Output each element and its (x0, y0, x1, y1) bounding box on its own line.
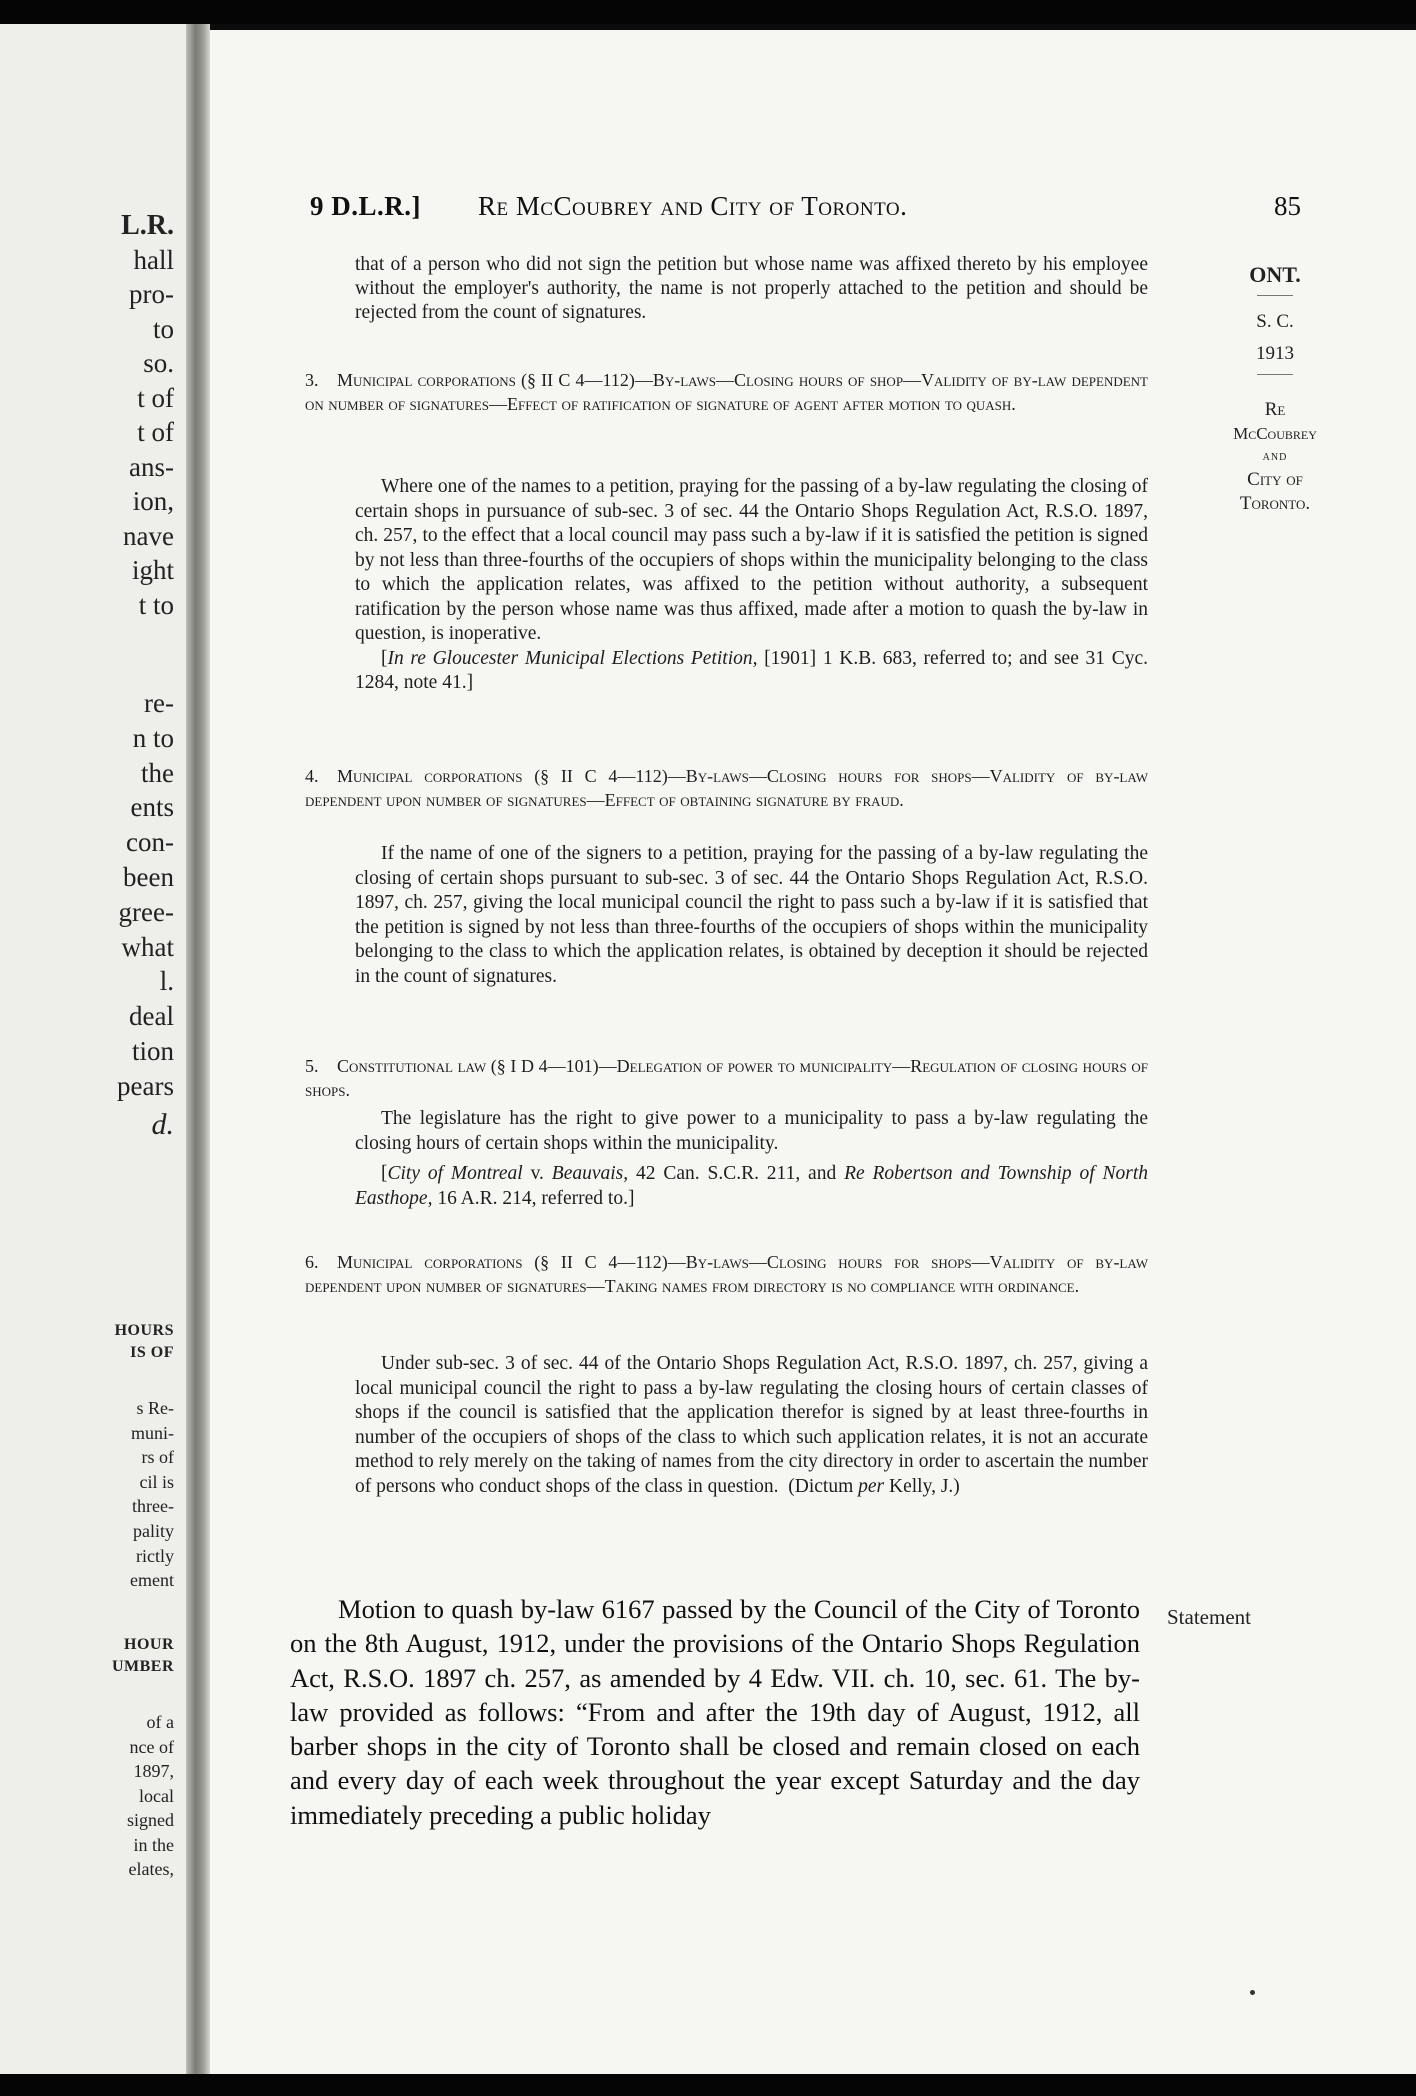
scan-top-border (0, 0, 1416, 24)
left-page-line: ement (130, 1570, 174, 1591)
left-page-line: three- (132, 1496, 174, 1517)
left-page-line: pality (133, 1521, 174, 1541)
margin-rule (1257, 295, 1293, 296)
left-page-line: the (141, 757, 174, 788)
headnote-6-body (355, 1352, 1148, 1499)
left-page-line: l. (159, 966, 174, 997)
running-head-volume: 9 D.L.R.] (310, 191, 421, 221)
left-page-line: t of (137, 417, 174, 447)
headnote-number: 6. (305, 1252, 319, 1272)
left-page-line: rs of (141, 1447, 174, 1468)
left-page-line: t of (137, 382, 174, 413)
left-page-line: nce of (129, 1736, 174, 1757)
margin-case-line: McCoubrey (1233, 424, 1317, 443)
left-page-line: pears (117, 1070, 174, 1101)
margin-case-line: and (1262, 449, 1288, 464)
citation-case-name: Beauvais, (551, 1163, 629, 1184)
headnote-5-body (355, 1107, 1148, 1211)
left-page-line: muni- (131, 1422, 174, 1443)
left-page-line: con- (126, 827, 174, 858)
left-page-line: s Re- (136, 1398, 174, 1418)
left-page-line: tion (131, 1036, 174, 1066)
left-page-line: IS OF (130, 1343, 174, 1361)
left-page-line: local (139, 1785, 174, 1806)
margin-case-line: Re (1264, 399, 1286, 420)
left-page-line: been (123, 862, 174, 892)
left-page-line: gree- (118, 896, 174, 927)
citation-rest: 16 A.R. 214, referred to.] (432, 1187, 635, 1209)
headnote-4-heading (305, 764, 1148, 812)
headnote-heading-text: Municipal corporations (§ II C 4—112)—By-laws—Closing hours for shops—Validity of by-law dependent upon number of signatures—Taking names from directory is no compliance with ordinance. (305, 1252, 1148, 1296)
citation-text: 42 Can. S.C.R. 211, and (628, 1163, 845, 1184)
margin-court (1165, 310, 1385, 382)
left-page-line: re- (144, 688, 174, 718)
headnote-6-heading (305, 1250, 1148, 1298)
headnote-body-text: Under sub-sec. 3 of sec. 44 of the Ontario Shops Regulation Act, R.S.O. 1897, ch. 257, giving a local municipal council the right to pass a by-law regulating the closing hours of certain classes of shops if the council is satisfied that the application therefor is signed by at least three-fourths in number of the occupiers of shops of the class to which such application relates, it is not an accurate method to rely merely on the taking of names from the city directory in order to ascertain the number of persons who conduct shops of the class in question. (355, 1353, 1148, 1497)
dictum-judge: Kelly, J.) (884, 1475, 960, 1497)
margin-province-label: ONT. (1249, 262, 1301, 287)
left-page-line: to (152, 313, 174, 344)
headnote-heading-text: Municipal corporations (§ II C 4—112)—By-laws—Closing hours for shops—Validity of by-law dependent upon number of signatures—Effect of obtaining signature by fraud. (305, 766, 1148, 810)
left-page-line: hall (133, 244, 174, 275)
citation-text: v. (522, 1163, 552, 1184)
margin-rule-2 (1257, 374, 1293, 375)
statement-paragraph: Motion to quash by-law 6167 passed by the Council of the City of Toronto on the 8th August, 1912, under the provisions of the Ontario Shops Regulation Act, R.S.O. 1897 ch. 257, as amended by 4 Edw. VII. ch. 10, sec. 61. The by-law provided as follows: “From and after the 19th day of August, 1912, all barber shops in the city of Toronto shall be closed and remain closed on each and every day of each week throughout the year except Saturday and the day immediately preceding a public holiday (290, 1594, 1140, 1830)
citation-case-name: City of Montreal (387, 1163, 523, 1184)
headnote-citation: [In re Gloucester Municipal Elections Petition, [1901] 1 K.B. 683, referred to; and see 31 Cyc. 1284, note 41.] (355, 647, 1148, 693)
left-page-line: pro- (129, 279, 174, 309)
left-page-line: in the (133, 1834, 174, 1855)
headnote-body-text: The legislature has the right to give power to a municipality to pass a by-law regulating the closing hours of certain shops within the municipality. (355, 1108, 1148, 1154)
headnote-4-body: If the name of one of the signers to a petition, praying for the passing of a by-law regulating the closing of certain shops pursuant to sub-sec. 3 of sec. 44 the Ontario Shops Regulation Act, R.S.O. 1897, ch. 257, giving the local municipal council the right to pass such a by-law if it is satisfied that the petition is signed by not less than three-fourths of the occupiers of shops within the municipality belonging to the class to which the application relates, is obtained by deception it should be rejected in the count of signatures. (355, 843, 1148, 987)
headnote-3-body (355, 475, 1148, 696)
left-page-line: cil is (139, 1471, 174, 1492)
headnote-number: 3. (305, 370, 319, 390)
left-facing-page (0, 24, 186, 2074)
left-page-line: signed (127, 1810, 174, 1830)
left-page-line: what (121, 931, 174, 962)
headnote-5-heading (305, 1054, 1148, 1102)
headnote-body-text: Where one of the names to a petition, praying for the passing of a by-law regulating the closing of certain shops in pursuance of sub-sec. 3 of sec. 44 the Ontario Shops Regulation Act, R.S.O. 1897, ch. 257, to the effect that a local council may pass such a by-law if it is satisfied the petition is signed by not less than three-fourths of the occupiers of shops within the municipality belonging to the class to which the application relates, was affixed to the petition without authority, a subsequent ratification by the person whose name was thus affixed, made after a motion to quash the by-law in question, is inoperative. (355, 476, 1148, 644)
left-page-line: nave (123, 520, 174, 551)
page-speck (1250, 1990, 1255, 1995)
left-page-line: HOURS (114, 1322, 174, 1339)
margin-year: 1913 (1256, 343, 1294, 364)
page-number: 85 (1274, 191, 1301, 221)
headnote-heading-text: Constitutional law (§ I D 4—101)—Delegation of power to municipality—Regulation of closing hours of shops. (305, 1056, 1148, 1100)
citation-case-name: Re Robertson and Township of North Easthope, (355, 1163, 1149, 1209)
margin-case-name (1165, 398, 1385, 516)
margin-court-label: S. C. (1256, 311, 1294, 332)
left-page-line: n to (132, 722, 174, 753)
margin-province (1165, 262, 1385, 303)
left-page-line: ents (130, 792, 174, 823)
left-page-line: ans- (129, 451, 174, 482)
left-page-line: L.R. (121, 210, 174, 241)
headnote-number: 4. (305, 766, 319, 786)
book-gutter (186, 24, 210, 2074)
citation-case-name: In re Gloucester Municipal Elections Petition, (387, 647, 758, 669)
citation-rest: [1901] 1 K.B. 683, referred to; and see 31 Cyc. 1284, note 41.] (355, 647, 1148, 693)
margin-statement-label: Statement (1167, 1605, 1251, 1629)
left-page-line: ion, (132, 486, 174, 516)
margin-case-line: Toronto. (1239, 493, 1311, 514)
left-page-italic-fragment: d. (151, 1108, 174, 1141)
left-page-line: UMBER (111, 1658, 174, 1675)
left-page-line: ight (131, 555, 174, 585)
margin-case-line: City of (1247, 469, 1303, 490)
running-head-title: Re McCoubrey and City of Toronto. (478, 191, 908, 221)
headnote-number: 5. (305, 1056, 319, 1076)
left-page-line: so. (143, 348, 174, 378)
left-page-line: rictly (136, 1545, 174, 1566)
left-page-line: t to (138, 589, 174, 620)
headnote-3-heading (305, 368, 1148, 416)
left-page-line: HOUR (124, 1636, 174, 1653)
left-page-line: elates, (128, 1859, 174, 1879)
dictum-text: (Dictum (788, 1475, 859, 1497)
headnote-heading-text: Municipal corporations (§ II C 4—112)—By-laws—Closing hours of shop—Validity of by-law dependent on number of signatures—Effect of ratification of signature of agent after motion to quash. (305, 370, 1148, 414)
headnote-continuation: that of a person who did not sign the petition but whose name was affixed thereto by his employee without the employer's authority, the name is not properly attached to the petition and should be rejected from the count of signatures. (355, 254, 1148, 323)
headnote-citation: [City of Montreal v. Beauvais, 42 Can. S.C.R. 211, and Re Robertson and Township of North Easthope, 16 A.R. 214, referred to.] (355, 1163, 1149, 1209)
headnote-dictum (783, 1476, 959, 1497)
dictum-per: per (858, 1475, 885, 1497)
scan-bottom-border (0, 2074, 1416, 2096)
left-page-line: 1897, (133, 1761, 174, 1781)
left-page-line: deal (129, 1001, 174, 1032)
left-page-line: of a (146, 1712, 174, 1732)
